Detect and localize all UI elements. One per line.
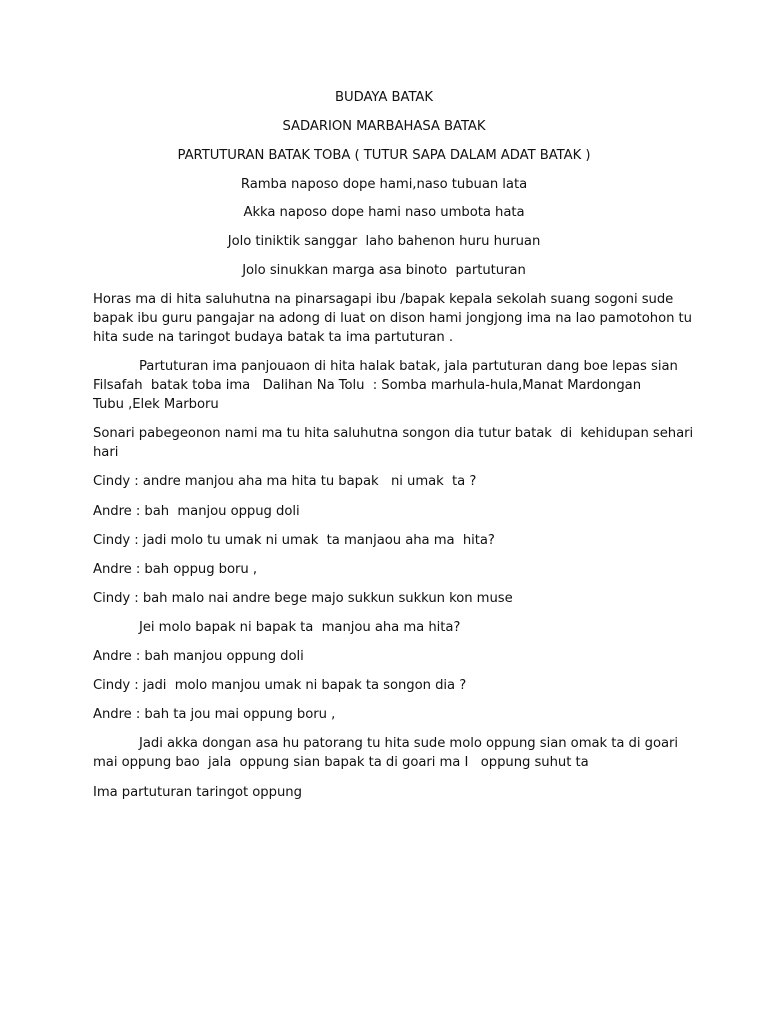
closing-paragraph-line: mai oppung bao jala oppung sian bapak ta di goari ma I oppung suhut ta: [93, 755, 589, 770]
dialogue-line: Jei molo bapak ni bapak ta manjou aha ma hita?: [139, 620, 461, 635]
dialogue-line: Andre : bah manjou oppug doli: [93, 504, 300, 519]
intro-paragraph-line: hita sude na taringot budaya batak ta ima partuturan .: [93, 330, 453, 345]
closing-paragraph-line: Jadi akka dongan asa hu patorang tu hita sude molo oppung sian omak ta di goari: [139, 736, 678, 751]
final-line: Ima partuturan taringot oppung: [93, 785, 302, 800]
sonari-paragraph-line: Sonari pabegeonon nami ma tu hita saluhutna songon dia tutur batak di kehidupan sehari: [93, 426, 694, 441]
dialogue-line: Andre : bah manjou oppung doli: [93, 649, 304, 664]
document-heading: PARTUTURAN BATAK TOBA ( TUTUR SAPA DALAM ADAT BATAK ): [177, 148, 591, 163]
dialogue-line: Cindy : andre manjou aha ma hita tu bapak ni umak ta ?: [93, 474, 477, 489]
intro-paragraph-line: Horas ma di hita saluhutna na pinarsagapi ibu /bapak kepala sekolah suang sogoni sude: [93, 292, 674, 307]
document-subtitle: SADARION MARBAHASA BATAK: [282, 119, 486, 134]
verse-line: Akka naposo dope hami naso umbota hata: [243, 205, 525, 220]
document-title: BUDAYA BATAK: [334, 90, 433, 105]
dialogue-line: Cindy : bah malo nai andre bege majo sukkun sukkun kon muse: [93, 591, 513, 606]
verse-line: Jolo sinukkan marga asa binoto partuturan: [242, 263, 526, 278]
intro-paragraph-line: bapak ibu guru pangajar na adong di luat on dison hami jongjong ima na lao pamotohon tu: [93, 311, 692, 326]
verse-line: Ramba naposo dope hami,naso tubuan lata: [240, 177, 528, 192]
dialogue-line: Andre : bah ta jou mai oppung boru ,: [93, 707, 336, 722]
dialogue-line: Cindy : jadi molo manjou umak ni bapak ta songon dia ?: [93, 678, 467, 693]
philosophy-paragraph-line: Tubu ,Elek Marboru: [93, 397, 219, 412]
verse-line: Jolo tiniktik sanggar laho bahenon huru huruan: [227, 234, 541, 249]
philosophy-paragraph-line: Filsafah batak toba ima Dalihan Na Tolu : Somba marhula-hula,Manat Mardongan: [93, 378, 642, 393]
dialogue-line: Cindy : jadi molo tu umak ni umak ta manjaou aha ma hita?: [93, 533, 495, 548]
philosophy-paragraph-line: Partuturan ima panjouaon di hita halak batak, jala partuturan dang boe lepas sian: [139, 359, 678, 374]
sonari-paragraph-line: hari: [93, 445, 119, 460]
dialogue-line: Andre : bah oppug boru ,: [93, 562, 257, 577]
